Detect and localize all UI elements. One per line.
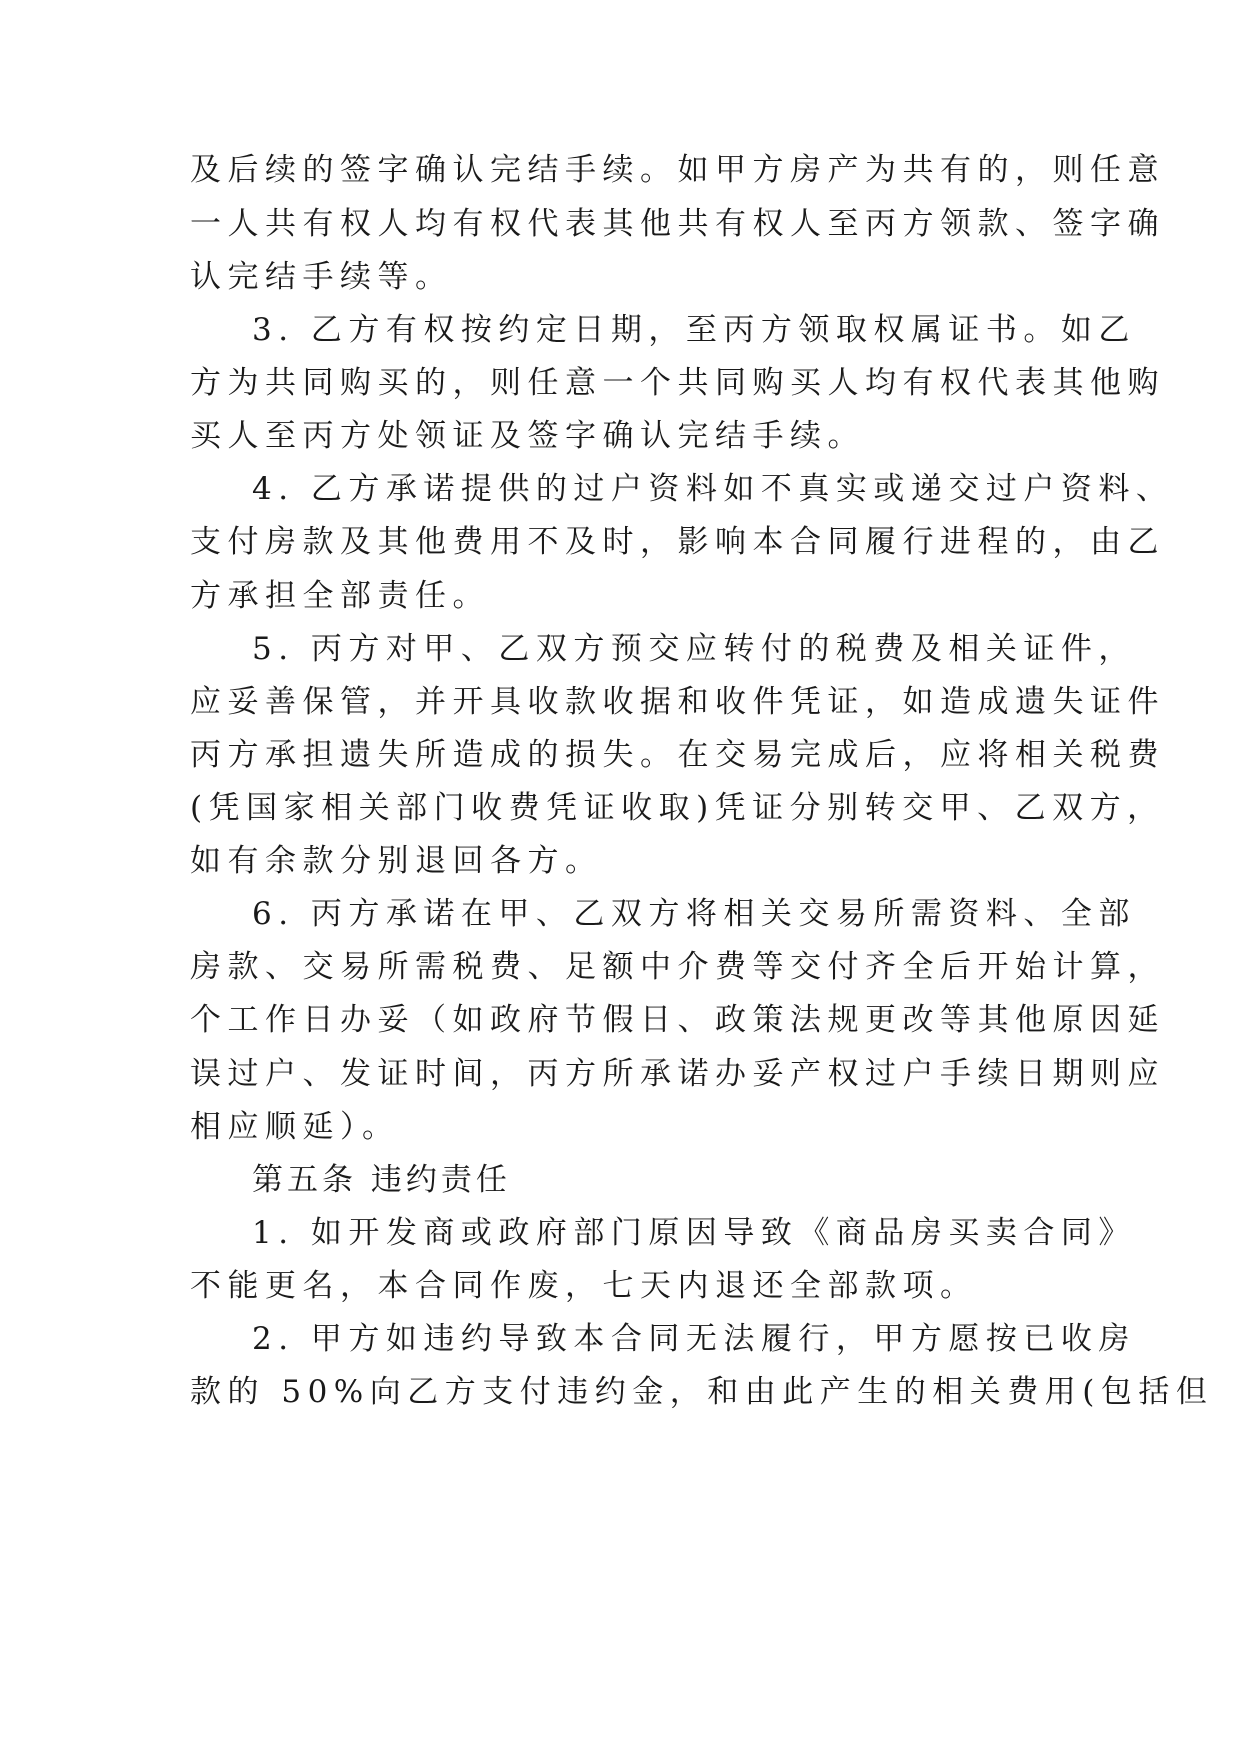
text-line: 1. 如开发商或政府部门原因导致《商品房买卖合同》 — [252, 1215, 1136, 1251]
section-heading: 第五条 违约责任 — [252, 1162, 511, 1198]
text-line: 3. 乙方有权按约定日期，至丙方领取权属证书。如乙 — [252, 312, 1136, 348]
text-line: 房款、交易所需税费、足额中介费等交付齐全后开始计算， — [190, 949, 1165, 985]
text-line: 款的 50%向乙方支付违约金，和由此产生的相关费用(包括但 — [190, 1374, 1214, 1410]
text-line: (凭国家相关部门收费凭证收取)凭证分别转交甲、乙双方， — [190, 790, 1165, 826]
text-line: 5. 丙方对甲、乙双方预交应转付的税费及相关证件， — [252, 631, 1136, 667]
text-line: 及后续的签字确认完结手续。如甲方房产为共有的，则任意 — [190, 152, 1165, 188]
text-line: 支付房款及其他费用不及时，影响本合同履行进程的，由乙 — [190, 524, 1165, 560]
text-line: 4. 乙方承诺提供的过户资料如不真实或递交过户资料、 — [252, 471, 1174, 507]
text-line: 6. 丙方承诺在甲、乙双方将相关交易所需资料、全部 — [252, 896, 1136, 932]
text-line: 不能更名，本合同作废，七天内退还全部款项。 — [190, 1268, 978, 1304]
text-line: 认完结手续等。 — [190, 259, 453, 295]
text-line: 相应顺延）。 — [190, 1109, 400, 1145]
text-line: 如有余款分别退回各方。 — [190, 843, 603, 879]
text-line: 一人共有权人均有权代表其他共有权人至丙方领款、签字确 — [190, 206, 1165, 242]
text-line: 2. 甲方如违约导致本合同无法履行，甲方愿按已收房 — [252, 1321, 1136, 1357]
text-line: 误过户、发证时间，丙方所承诺办妥产权过户手续日期则应 — [190, 1056, 1165, 1092]
text-line: 应妥善保管，并开具收款收据和收件凭证，如造成遗失证件 — [190, 684, 1165, 720]
text-line: 买人至丙方处领证及签字确认完结手续。 — [190, 418, 865, 454]
text-line: 方为共同购买的，则任意一个共同购买人均有权代表其他购 — [190, 365, 1165, 401]
text-line: 个工作日办妥（如政府节假日、政策法规更改等其他原因延 — [190, 1002, 1165, 1038]
text-line: 丙方承担遗失所造成的损失。在交易完成后，应将相关税费 — [190, 737, 1165, 773]
text-line: 方承担全部责任。 — [190, 578, 490, 614]
